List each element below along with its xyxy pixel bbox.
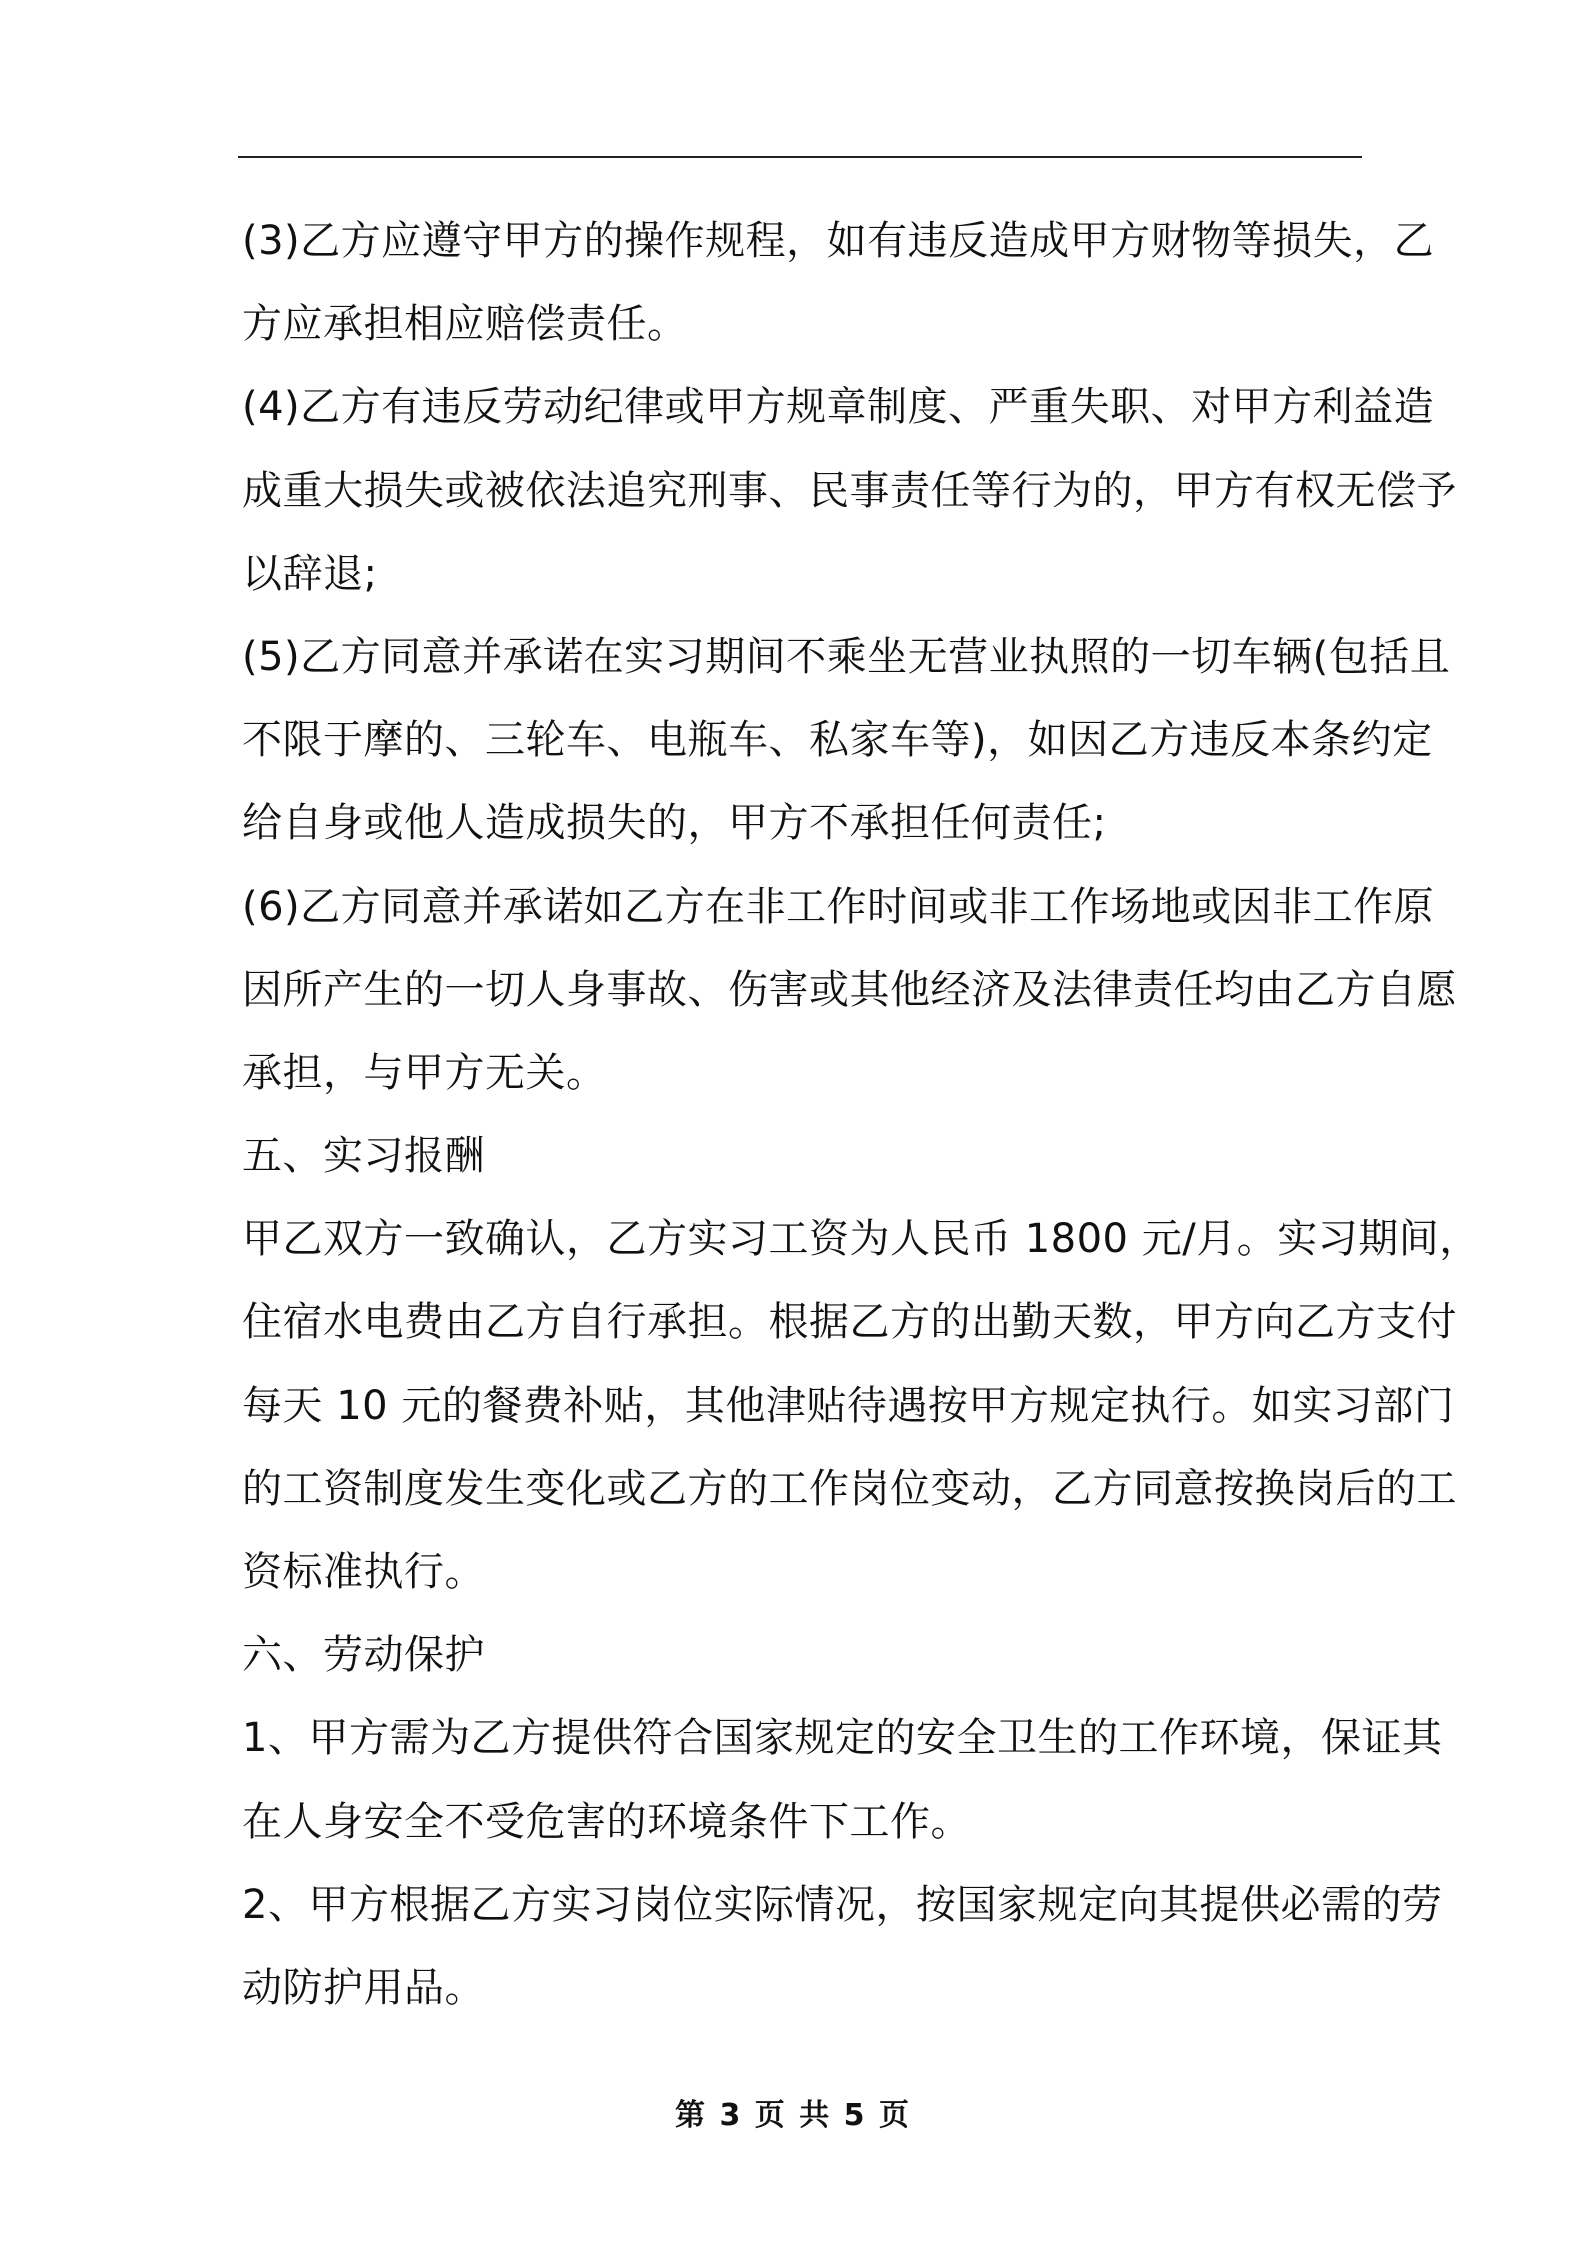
text-line: 1、甲方需为乙方提供符合国家规定的安全卫生的工作环境，保证其 [242,1715,1443,1762]
text-line: 承担，与甲方无关。 [242,1049,607,1096]
page-number: 第 3 页 共 5 页 [675,2098,911,2133]
text-line: 成重大损失或被依法追究刑事、民事责任等行为的，甲方有权无偿予 [242,467,1457,514]
text-line: 因所产生的一切人身事故、伤害或其他经济及法律责任均由乙方自愿 [242,966,1457,1013]
text-line: 动防护用品。 [242,1964,485,2011]
text-line: (6)乙方同意并承诺如乙方在非工作时间或非工作场地或因非工作原 [242,883,1435,930]
text-line: 的工资制度发生变化或乙方的工作岗位变动，乙方同意按换岗后的工 [242,1465,1457,1512]
text-line: 2、甲方根据乙方实习岗位实际情况，按国家规定向其提供必需的劳 [242,1881,1443,1928]
text-line: 每天 10 元的餐费补贴，其他津贴待遇按甲方规定执行。如实习部门 [242,1382,1455,1429]
text-line: 在人身安全不受危害的环境条件下工作。 [242,1798,971,1845]
text-line: (3)乙方应遵守甲方的操作规程，如有违反造成甲方财物等损失，乙 [242,218,1435,264]
text-line: 方应承担相应赔偿责任。 [242,301,688,348]
text-line: 住宿水电费由乙方自行承担。根据乙方的出勤天数，甲方向乙方支付 [242,1299,1457,1346]
document-body [242,200,1480,2030]
text-line: 不限于摩的、三轮车、电瓶车、私家车等)，如因乙方违反本条约定 [242,717,1433,764]
text-line: 给自身或他人造成损失的，甲方不承担任何责任; [242,800,1107,847]
text-line: 资标准执行。 [242,1549,485,1595]
section-heading: 五、实习报酬 [242,1133,485,1180]
text-line: 以辞退; [242,550,378,597]
text-line: (5)乙方同意并承诺在实习期间不乘坐无营业执照的一切车辆(包括且 [242,633,1451,680]
header-rule [238,156,1362,158]
text-line: 甲乙双方一致确认，乙方实习工资为人民币 1800 元/月。实习期间， [242,1216,1480,1263]
section-heading: 六、劳动保护 [242,1632,485,1679]
text-line: (4)乙方有违反劳动纪律或甲方规章制度、严重失职、对甲方利益造 [242,384,1435,431]
